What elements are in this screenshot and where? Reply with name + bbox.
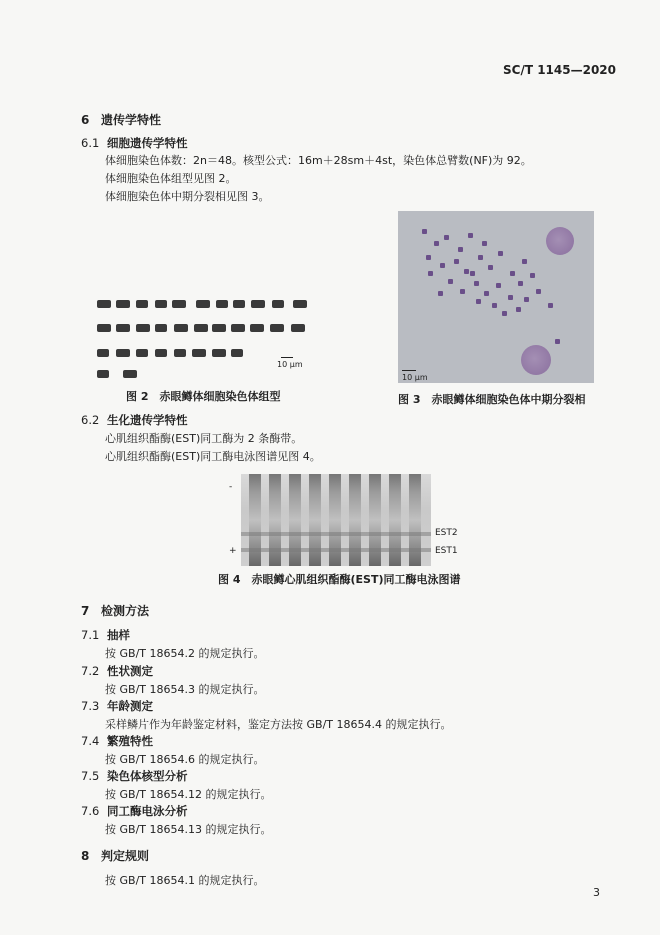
scale-bar [281,357,293,358]
subsection-heading [81,803,188,819]
standard-code: SC/T 1145—2020 [503,63,616,77]
paragraph-line: 按 GB/T 18654.1 的规定执行。 [105,874,265,887]
subsection-6-1-heading [81,135,188,151]
subsection-title: 生化遗传学特性 [107,413,188,427]
subsection-title: 繁殖特性 [107,734,153,748]
paragraph-line: 采样鳞片作为年龄鉴定材料，鉴定方法按 GB/T 18654.4 的规定执行。 [105,718,452,731]
subsection-number: 7.5 [81,769,100,783]
paragraph-line: 按 GB/T 18654.3 的规定执行。 [105,683,265,696]
nucleus [521,345,551,375]
section-6-heading [81,111,161,128]
subsection-number: 6.1 [81,136,100,150]
subsection-title: 抽样 [107,628,130,642]
paragraph-line: 按 GB/T 18654.12 的规定执行。 [105,788,272,801]
subsection-heading [81,663,153,679]
paragraph-line: 按 GB/T 18654.2 的规定执行。 [105,647,265,660]
paragraph-line: 心肌组织酯酶(EST)同工酶为 2 条酶带。 [105,432,303,445]
section-title: 遗传学特性 [101,113,162,127]
nucleus [546,227,574,255]
subsection-number: 7.3 [81,699,100,713]
gel-plus-marker: + [229,546,237,556]
subsection-number: 6.2 [81,413,100,427]
section-8-heading [81,847,149,864]
paragraph-line: 体细胞染色体组型见图 2。 [105,172,237,185]
scale-bar-label: 10 μm [277,360,303,369]
paragraph-line: 心肌组织酯酶(EST)同工酶电泳图谱见图 4。 [105,450,321,463]
subsection-number: 7.2 [81,664,100,678]
band-label-est2: EST2 [435,528,458,538]
subsection-number: 7.6 [81,804,100,818]
subsection-title: 性状测定 [107,664,153,678]
subsection-title: 细胞遗传学特性 [107,136,188,150]
subsection-6-2-heading [81,412,188,428]
section-number: 8 [81,849,90,863]
scale-bar [402,370,416,371]
metaphase-micrograph [398,211,594,383]
section-title: 检测方法 [101,604,150,618]
subsection-heading [81,627,130,643]
karyotype-figure [92,293,332,383]
subsection-heading [81,698,153,714]
section-7-heading [81,602,149,619]
subsection-title: 染色体核型分析 [107,769,188,783]
band-label-est1: EST1 [435,546,458,556]
figure-3-caption: 图 3 赤眼鳟体细胞染色体中期分裂相 [398,393,586,406]
section-number: 6 [81,113,90,127]
section-number: 7 [81,604,90,618]
electrophoresis-gel [241,474,431,566]
subsection-number: 7.4 [81,734,100,748]
section-title: 判定规则 [101,849,150,863]
scale-bar-label: 10 μm [402,373,428,382]
gel-minus-marker: - [229,482,233,492]
paragraph-line: 按 GB/T 18654.13 的规定执行。 [105,823,272,836]
subsection-title: 年龄测定 [107,699,153,713]
subsection-heading [81,768,188,784]
paragraph-line: 按 GB/T 18654.6 的规定执行。 [105,753,265,766]
subsection-heading [81,733,153,749]
subsection-number: 7.1 [81,628,100,642]
paragraph-line: 体细胞染色体中期分裂相见图 3。 [105,190,270,203]
paragraph-line: 体细胞染色体数：2n＝48。核型公式：16m＋28sm＋4st，染色体总臂数(NF)为 92。 [105,154,532,167]
subsection-title: 同工酶电泳分析 [107,804,188,818]
figure-4-caption: 图 4 赤眼鳟心肌组织酯酶(EST)同工酶电泳图谱 [218,573,461,586]
figure-2-caption: 图 2 赤眼鳟体细胞染色体组型 [126,390,281,403]
page-number: 3 [593,886,600,899]
